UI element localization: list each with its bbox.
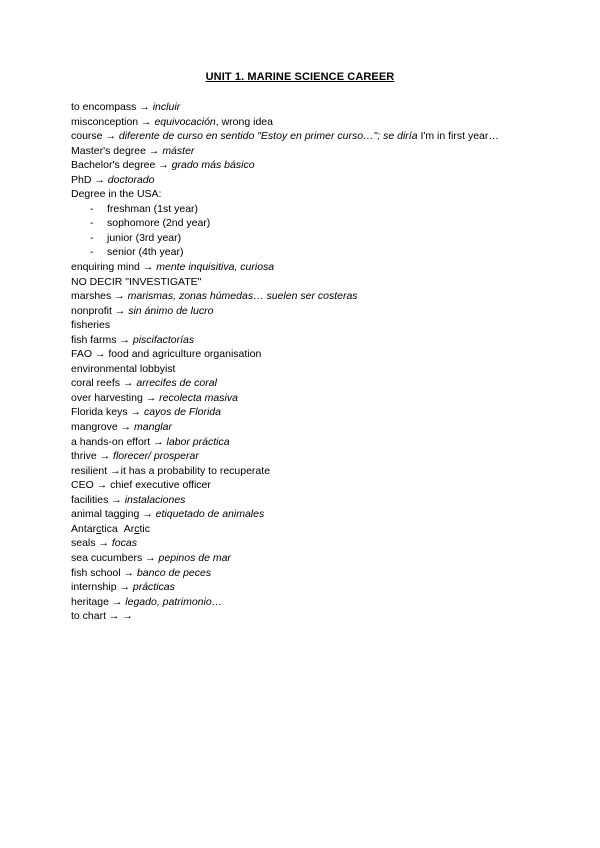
vocab-entry bbox=[71, 376, 571, 391]
arrow: → bbox=[110, 464, 121, 477]
vocab-entry bbox=[71, 536, 571, 551]
translation: recolecta masiva bbox=[159, 391, 238, 404]
bullet-text: sophomore (2nd year) bbox=[107, 217, 211, 230]
vocab-entry bbox=[71, 347, 571, 362]
term: animal tagging bbox=[71, 508, 140, 521]
term: heritage bbox=[71, 595, 109, 608]
term: misconception bbox=[71, 115, 139, 128]
vocab-entry bbox=[71, 464, 571, 479]
arctic-word: Arctic bbox=[123, 522, 150, 535]
term: facilities bbox=[71, 493, 109, 506]
vocab-entry bbox=[71, 173, 571, 188]
arrow: → bbox=[122, 610, 133, 623]
term: resilient bbox=[71, 464, 108, 477]
arrow: → bbox=[139, 101, 150, 113]
antarctica-word: Antarctica bbox=[71, 522, 118, 535]
term: marshes bbox=[71, 290, 112, 303]
term: to chart bbox=[71, 610, 107, 623]
vocab-entry bbox=[71, 144, 571, 159]
arrow: → bbox=[119, 333, 130, 346]
arrow: → bbox=[145, 551, 156, 564]
arrow: → bbox=[96, 479, 108, 492]
vocab-entry bbox=[71, 435, 571, 450]
vocab-entry bbox=[71, 391, 571, 406]
arrow: → bbox=[158, 159, 169, 172]
vocab-entry bbox=[71, 289, 571, 304]
arrow: → bbox=[94, 173, 105, 186]
vocab-entry bbox=[71, 551, 571, 566]
arrow: → bbox=[111, 595, 123, 608]
translation: instalaciones bbox=[124, 493, 186, 506]
arrow: → bbox=[114, 304, 126, 317]
term: sea cucumbers bbox=[71, 551, 143, 564]
arrow: → bbox=[119, 581, 130, 594]
bullet-dash: - bbox=[90, 217, 94, 230]
arrow: → bbox=[114, 290, 125, 303]
arrow: → bbox=[130, 406, 142, 419]
arrow: → bbox=[99, 450, 111, 463]
translation: food and agriculture organisation bbox=[108, 348, 262, 361]
translation: grado más básico bbox=[171, 159, 255, 172]
term: mangrove bbox=[71, 421, 118, 434]
arrow: → bbox=[111, 493, 122, 506]
vocab-entry bbox=[71, 115, 571, 130]
vocab-entry bbox=[71, 449, 571, 464]
arrow: → bbox=[141, 115, 152, 128]
bullet-dash: - bbox=[90, 202, 94, 215]
translation: manglar bbox=[134, 421, 172, 434]
translation: máster bbox=[162, 144, 195, 157]
translation: sin ánimo de lucro bbox=[128, 304, 214, 317]
bullet-text: senior (4th year) bbox=[107, 246, 184, 259]
vocab-entry bbox=[71, 493, 571, 508]
term: CEO bbox=[71, 479, 94, 492]
term: fish school bbox=[71, 566, 121, 579]
arrow: → bbox=[105, 130, 116, 143]
term: internship bbox=[71, 581, 117, 594]
translation: arrecifes de coral bbox=[136, 377, 217, 390]
translation: it has a probability to recuperate bbox=[120, 464, 271, 477]
bullet-text: freshman (1st year) bbox=[107, 202, 199, 215]
bullet-item bbox=[71, 202, 571, 217]
term: fish farms bbox=[71, 333, 117, 346]
arrow: → bbox=[145, 391, 157, 404]
translation: labor práctica bbox=[166, 435, 230, 448]
translation: incluir bbox=[152, 101, 181, 113]
note: , wrong idea bbox=[215, 115, 273, 128]
translation: cayos de Florida bbox=[143, 406, 221, 419]
arrow: → bbox=[142, 261, 154, 274]
vocab-entry bbox=[71, 405, 571, 420]
bullet-item bbox=[71, 231, 571, 246]
term: Florida keys bbox=[71, 406, 128, 419]
translation: piscifactorías bbox=[132, 333, 195, 346]
bullet-dash: - bbox=[90, 246, 94, 259]
translation: equivocación bbox=[154, 115, 216, 128]
vocab-entry bbox=[71, 580, 571, 595]
vocab-entry-poles bbox=[71, 522, 571, 537]
vocab-entry bbox=[71, 158, 571, 173]
term: coral reefs bbox=[71, 377, 121, 390]
translation: banco de peces bbox=[136, 566, 212, 579]
translation: etiquetado de animales bbox=[155, 508, 265, 521]
vocab-entry bbox=[71, 129, 571, 144]
vocab-entry bbox=[71, 507, 571, 522]
term: FAO bbox=[71, 348, 93, 361]
arrow: → bbox=[120, 421, 132, 434]
term: to encompass bbox=[71, 101, 137, 113]
vocab-entry bbox=[71, 595, 571, 610]
translation: florecer/ prosperar bbox=[113, 450, 199, 463]
arrow: → bbox=[148, 144, 160, 157]
translation: diferente de curso en sentido "Estoy en primer curso…"; se diría bbox=[118, 130, 418, 143]
term: nonprofit bbox=[71, 304, 112, 317]
bullet-item bbox=[71, 245, 571, 260]
arrow: → bbox=[108, 610, 120, 623]
arrow: → bbox=[142, 508, 153, 521]
vocab-entry bbox=[71, 304, 571, 319]
vocab-entry: fisheries bbox=[71, 319, 111, 332]
vocab-entry bbox=[71, 478, 571, 493]
term: a hands-on effort bbox=[71, 435, 151, 448]
vocabulary-list bbox=[71, 100, 571, 624]
vocab-entry bbox=[71, 420, 571, 435]
translation: marismas, zonas húmedas… suelen ser costeras bbox=[127, 290, 358, 303]
term: course bbox=[71, 130, 103, 143]
arrow: → bbox=[123, 566, 135, 579]
translation: legado, patrimonio… bbox=[125, 595, 223, 608]
translation: chief executive officer bbox=[110, 479, 211, 492]
arrow: → bbox=[98, 537, 109, 550]
term: over harvesting bbox=[71, 391, 143, 404]
term: enquiring mind bbox=[71, 261, 140, 274]
bullet-text: junior (3rd year) bbox=[107, 231, 182, 244]
translation: prácticas bbox=[132, 581, 175, 594]
arrow: → bbox=[122, 377, 134, 390]
term: Master's degree bbox=[71, 144, 146, 157]
arrow: → bbox=[94, 348, 106, 361]
vocab-entry bbox=[71, 566, 571, 581]
note: I'm in first year… bbox=[417, 130, 499, 143]
term: seals bbox=[71, 537, 96, 550]
term: thrive bbox=[71, 450, 97, 463]
vocab-entry bbox=[71, 260, 571, 275]
vocab-entry bbox=[71, 333, 571, 348]
term: Bachelor's degree bbox=[71, 159, 156, 172]
vocab-entry bbox=[71, 609, 571, 624]
translation: focas bbox=[111, 537, 137, 550]
bullet-dash: - bbox=[90, 231, 94, 244]
note-line: NO DECIR "INVESTIGATE" bbox=[71, 275, 202, 288]
arrow: → bbox=[153, 435, 164, 448]
translation: mente inquisitiva, curiosa bbox=[156, 261, 275, 274]
vocab-entry: environmental lobbyist bbox=[71, 362, 176, 375]
section-label: Degree in the USA: bbox=[71, 188, 162, 201]
translation: doctorado bbox=[107, 173, 155, 186]
translation: pepinos de mar bbox=[158, 551, 231, 564]
page-title: UNIT 1. MARINE SCIENCE CAREER bbox=[205, 71, 395, 83]
bullet-item bbox=[71, 216, 571, 231]
vocab-entry bbox=[71, 100, 571, 115]
term: PhD bbox=[71, 173, 92, 186]
